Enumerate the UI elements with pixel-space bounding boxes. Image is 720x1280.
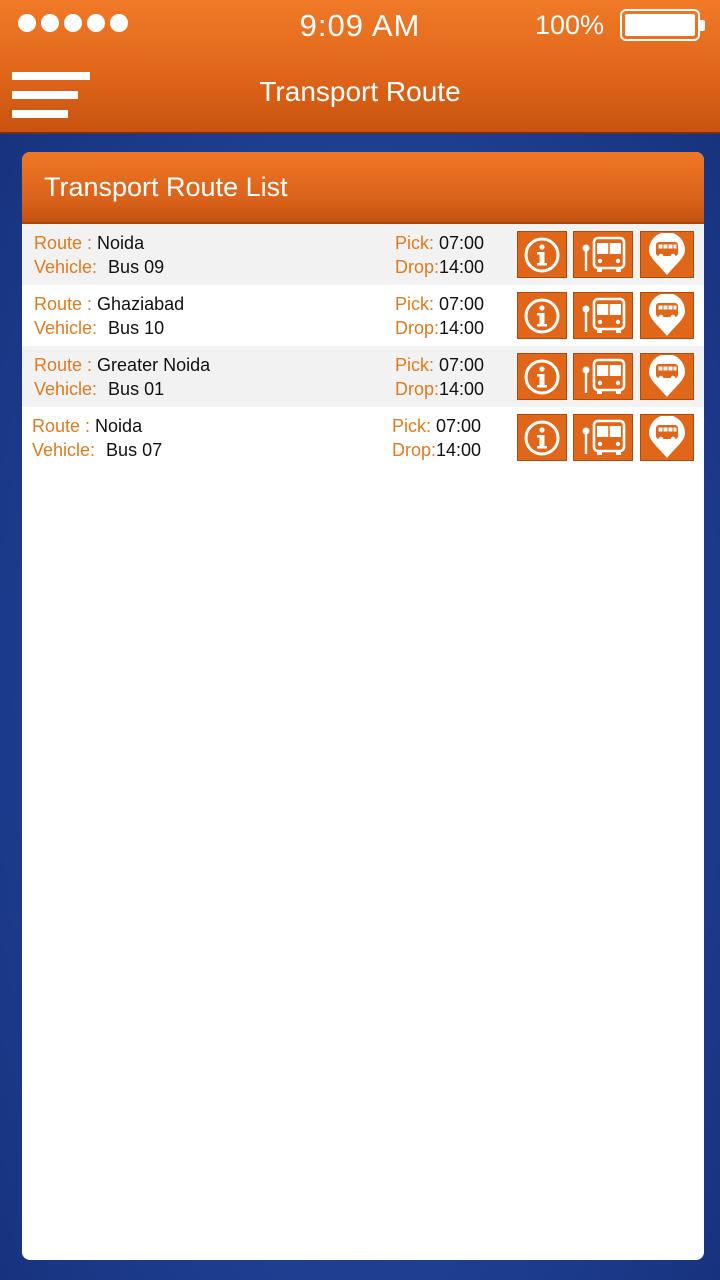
drop-line xyxy=(395,379,484,400)
drop-time: 14:00 xyxy=(436,440,482,460)
drop-line xyxy=(395,257,484,278)
vehicle-label: Vehicle: xyxy=(34,379,103,399)
pick-time: 07:00 xyxy=(439,294,485,314)
route-list-title: Transport Route List xyxy=(22,152,704,224)
vehicle-label: Vehicle: xyxy=(34,318,103,338)
route-value: Noida xyxy=(97,233,145,253)
pick-time: 07:00 xyxy=(439,355,485,375)
drop-label: Drop: xyxy=(395,379,440,399)
status-time: 9:09 AM xyxy=(299,8,421,43)
bus-stop-icon xyxy=(577,357,629,397)
vehicle-label: Vehicle: xyxy=(34,257,103,277)
vehicle-line xyxy=(34,379,164,400)
page-title: Transport Route xyxy=(259,76,461,107)
info-button[interactable] xyxy=(517,414,567,461)
vehicle-line xyxy=(34,318,164,339)
vehicle-value: Bus 01 xyxy=(108,379,165,399)
info-button[interactable] xyxy=(517,231,567,278)
info-icon xyxy=(522,357,562,397)
route-line xyxy=(32,416,142,437)
drop-line xyxy=(392,440,481,461)
info-icon xyxy=(522,235,562,275)
route-value: Ghaziabad xyxy=(97,294,185,314)
route-line xyxy=(34,355,210,376)
pick-time: 07:00 xyxy=(436,416,482,436)
bus-location-button[interactable] xyxy=(640,353,694,400)
route-label: Route : xyxy=(34,355,98,375)
bus-location-button[interactable] xyxy=(640,231,694,278)
pick-label: Pick: xyxy=(395,355,440,375)
bus-stop-button[interactable] xyxy=(573,414,633,461)
route-label: Route : xyxy=(34,233,98,253)
vehicle-line xyxy=(32,440,162,461)
bus-location-icon xyxy=(644,355,690,399)
route-value: Noida xyxy=(95,416,143,436)
info-button[interactable] xyxy=(517,292,567,339)
route-list-card xyxy=(22,152,704,1260)
battery-percent: 100% xyxy=(534,10,604,40)
pick-line xyxy=(392,416,481,437)
route-row[interactable] xyxy=(22,346,704,407)
pick-line xyxy=(395,355,484,376)
info-button[interactable] xyxy=(517,353,567,400)
route-row[interactable] xyxy=(22,407,704,468)
route-line xyxy=(34,233,144,254)
route-line xyxy=(34,294,184,315)
bus-location-icon xyxy=(644,416,690,460)
info-icon xyxy=(522,418,562,458)
route-label: Route : xyxy=(32,416,96,436)
drop-line xyxy=(395,318,484,339)
pick-label: Pick: xyxy=(392,416,437,436)
drop-label: Drop: xyxy=(395,257,440,277)
bus-location-icon xyxy=(644,233,690,277)
bus-stop-button[interactable] xyxy=(573,353,633,400)
drop-time: 14:00 xyxy=(439,318,485,338)
bus-stop-icon xyxy=(577,418,629,458)
pick-line xyxy=(395,233,484,254)
bus-location-button[interactable] xyxy=(640,292,694,339)
battery-icon xyxy=(620,9,700,41)
bus-stop-icon xyxy=(577,296,629,336)
pick-time: 07:00 xyxy=(439,233,485,253)
bus-stop-icon xyxy=(577,235,629,275)
pick-label: Pick: xyxy=(395,294,440,314)
drop-time: 14:00 xyxy=(439,257,485,277)
drop-label: Drop: xyxy=(395,318,440,338)
bus-location-button[interactable] xyxy=(640,414,694,461)
route-row[interactable] xyxy=(22,285,704,346)
pick-line xyxy=(395,294,484,315)
route-value: Greater Noida xyxy=(97,355,211,375)
vehicle-value: Bus 10 xyxy=(108,318,165,338)
app-header xyxy=(0,0,720,134)
bus-location-icon xyxy=(644,294,690,338)
vehicle-value: Bus 09 xyxy=(108,257,165,277)
info-icon xyxy=(522,296,562,336)
vehicle-value: Bus 07 xyxy=(106,440,163,460)
bus-stop-button[interactable] xyxy=(573,292,633,339)
route-label: Route : xyxy=(34,294,98,314)
route-row[interactable] xyxy=(22,224,704,285)
bus-stop-button[interactable] xyxy=(573,231,633,278)
vehicle-line xyxy=(34,257,164,278)
route-list xyxy=(22,224,704,468)
pick-label: Pick: xyxy=(395,233,440,253)
drop-time: 14:00 xyxy=(439,379,485,399)
vehicle-label: Vehicle: xyxy=(32,440,101,460)
drop-label: Drop: xyxy=(392,440,437,460)
